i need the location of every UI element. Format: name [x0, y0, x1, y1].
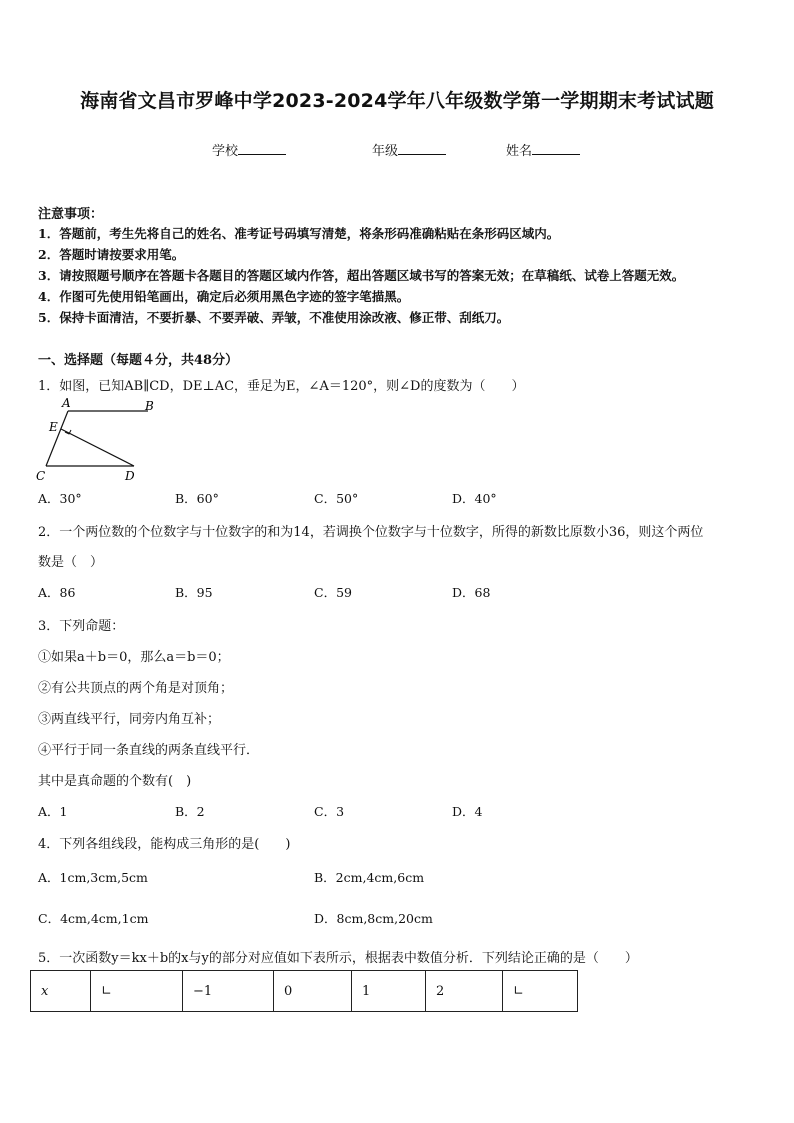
grade-blank[interactable]: [398, 142, 446, 155]
q3-option-b[interactable]: B．2: [175, 804, 205, 819]
value-table: [30, 970, 578, 1012]
q3-proposition-1: ①如果a＋b＝0，那么a＝b＝0；: [38, 650, 230, 665]
school-field: [212, 140, 286, 159]
table-cell: 2: [426, 971, 503, 1012]
name-field: [506, 140, 580, 159]
table-cell: ∟: [91, 971, 183, 1012]
school-blank[interactable]: [238, 142, 286, 155]
question-3-ask: 其中是真命题的个数有( ): [38, 774, 192, 789]
q3-option-d[interactable]: D．4: [452, 804, 483, 819]
question-1-figure: [30, 394, 160, 486]
table-cell: x: [31, 971, 91, 1012]
q4-option-a[interactable]: A．1cm,3cm,5cm: [38, 870, 148, 885]
name-label: 姓名: [506, 144, 533, 159]
table-cell: −1: [183, 971, 274, 1012]
note-item: 3．请按照题号顺序在答题卡各题目的答题区域内作答，超出答题区域书写的答案无效；在草稿纸、试卷上答题无效。: [38, 268, 685, 283]
question-1-text: 1．如图，已知AB∥CD，DE⊥AC，垂足为E，∠A＝120°，则∠D的度数为（ ）: [38, 379, 525, 394]
page-title: 海南省文昌市罗峰中学2023-2024学年八年级数学第一学期期末考试试题: [80, 90, 714, 112]
note-item: 5．保持卡面清洁，不要折暴、不要弄破、弄皱，不准使用涂改液、修正带、刮纸刀。: [38, 310, 510, 325]
q4-option-c[interactable]: C．4cm,4cm,1cm: [38, 911, 149, 926]
q2-option-b[interactable]: B．95: [175, 585, 213, 600]
q4-option-b[interactable]: B．2cm,4cm,6cm: [314, 870, 425, 885]
table-cell: 1: [352, 971, 426, 1012]
question-5-text: 5．一次函数y＝kx＋b的x与y的部分对应值如下表所示，根据表中数值分析．下列结论正确的是（ ）: [38, 951, 638, 966]
grade-field: [372, 140, 446, 159]
q2-option-a[interactable]: A．86: [38, 585, 76, 600]
q1-option-c[interactable]: C．50°: [314, 491, 359, 506]
school-label: 学校: [212, 144, 239, 159]
table-row: [31, 971, 578, 1012]
question-4-text: 4．下列各组线段，能构成三角形的是( ): [38, 837, 291, 852]
question-3-text: 3．下列命题：: [38, 619, 125, 634]
q3-proposition-2: ②有公共顶点的两个角是对顶角；: [38, 681, 234, 696]
q2-option-d[interactable]: D．68: [452, 585, 491, 600]
label-a: A: [62, 396, 71, 410]
table-cell: 0: [274, 971, 352, 1012]
q3-option-c[interactable]: C．3: [314, 804, 345, 819]
note-item: 1．答题前，考生先将自己的姓名、准考证号码填写清楚，将条形码准确粘贴在条形码区域内。: [38, 226, 560, 241]
q1-option-a[interactable]: A．30°: [38, 491, 82, 506]
q1-option-d[interactable]: D．40°: [452, 491, 497, 506]
label-d: D: [125, 469, 135, 483]
grade-label: 年级: [372, 144, 399, 159]
table-cell: ∟: [503, 971, 578, 1012]
section-heading: 一、选择题（每题４分，共48分）: [38, 353, 239, 368]
q3-proposition-3: ③两直线平行，同旁内角互补；: [38, 712, 221, 727]
q1-option-b[interactable]: B．60°: [175, 491, 219, 506]
note-item: 2．答题时请按要求用笔。: [38, 247, 185, 262]
q4-option-d[interactable]: D．8cm,8cm,20cm: [314, 911, 433, 926]
label-c: C: [36, 469, 46, 483]
note-item: 4．作图可先使用铅笔画出，确定后必须用黑色字迹的签字笔描黑。: [38, 289, 410, 304]
question-2-line-1: 2．一个两位数的个位数字与十位数字的和为14，若调换个位数字与十位数字，所得的新数比原数小36，则这个两位: [38, 525, 704, 540]
segment-ed: [61, 429, 134, 466]
q3-proposition-4: ④平行于同一条直线的两条直线平行．: [38, 743, 260, 758]
q3-option-a[interactable]: A．1: [38, 804, 68, 819]
label-e: E: [49, 420, 58, 434]
question-2-line-2: 数是（ ）: [38, 555, 104, 570]
q2-option-c[interactable]: C．59: [314, 585, 352, 600]
label-b: B: [145, 399, 154, 413]
notes-heading: 注意事项：: [38, 207, 104, 222]
name-blank[interactable]: [532, 142, 580, 155]
